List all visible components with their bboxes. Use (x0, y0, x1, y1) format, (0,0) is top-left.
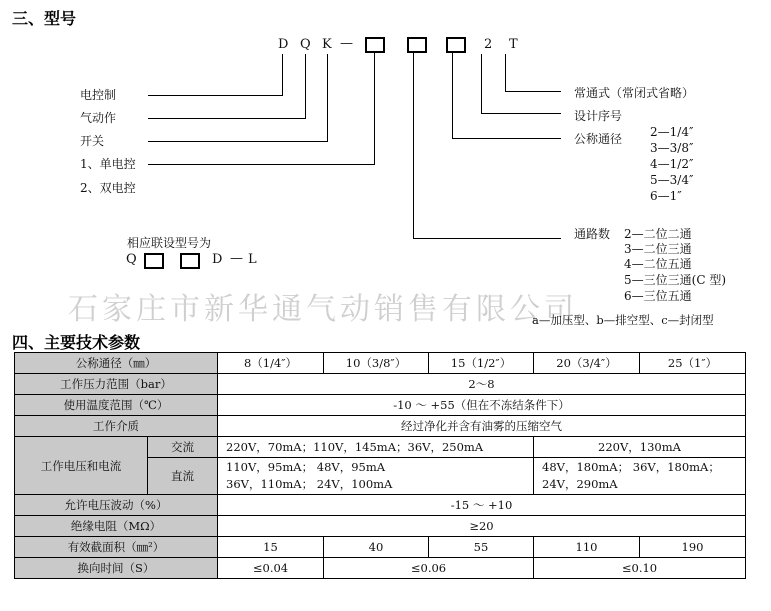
leader-q (148, 118, 305, 119)
dc-left-line: 110V，95mA； 48V，95mA (226, 460, 386, 474)
table-row (15, 495, 746, 516)
code-box-bore (446, 37, 466, 53)
leader-bore (452, 138, 561, 139)
leader-ways (413, 238, 561, 239)
related-l: L (248, 252, 258, 267)
code-t: T (509, 37, 519, 52)
related-box-1 (144, 253, 164, 269)
leader-q-v (305, 54, 306, 119)
related-q: Q (126, 252, 138, 267)
code-2: 2 (484, 37, 494, 52)
switch-value: ≤0.10 (534, 558, 746, 579)
code-box-type (407, 37, 427, 53)
bore-option: 5—3/4″ (650, 173, 694, 187)
bore-option: 3—3/8″ (650, 141, 694, 155)
bore-value: 20（3/4″） (534, 353, 640, 374)
medium-label: 工作介质 (15, 416, 218, 437)
area-value: 40 (324, 537, 429, 558)
switch-value: ≤0.06 (324, 558, 534, 579)
bore-label: 公称通径（㎜） (15, 353, 218, 374)
code-k: K (322, 37, 333, 52)
code-box-ways (365, 37, 385, 53)
related-model-label: 相应联设型号为 (127, 236, 212, 250)
related-dash: — (230, 251, 244, 266)
dc-right-value (534, 458, 746, 495)
leader-k (148, 141, 327, 142)
code-q: Q (300, 37, 312, 52)
leader-box1 (148, 164, 374, 165)
code-d: D (278, 37, 290, 52)
ac-left-value: 220V，70mA；110V，145mA；36V，250mA (218, 437, 534, 458)
label-pneumatic-action: 气动作 (80, 111, 117, 125)
area-value: 190 (640, 537, 746, 558)
table-row (15, 353, 746, 374)
ways-option: 4—二位五通 (624, 257, 692, 271)
watermark: 石家庄市新华通气动销售有限公司 (68, 292, 578, 327)
section3-title: 三、型号 (12, 9, 77, 28)
label-normal-open: 常通式（常闭式省略） (574, 86, 695, 100)
label-electric-control: 电控制 (80, 88, 117, 102)
leader-d-v (282, 54, 283, 96)
ways-option: 6—三位五通 (624, 289, 692, 303)
label-design-no: 设计序号 (574, 109, 623, 123)
ac-right-value: 220V，130mA (534, 437, 746, 458)
table-row (15, 516, 746, 537)
label-switch: 开关 (80, 134, 105, 148)
dc-left-line: 36V，110mA； 24V，100mA (226, 477, 393, 491)
ways-option: 2—二位二通 (624, 227, 692, 241)
table-row (15, 437, 746, 458)
section4-title: 四、主要技术参数 (12, 333, 141, 352)
area-value: 15 (218, 537, 324, 558)
leader-2-v (481, 54, 482, 114)
leader-bore-v (452, 53, 453, 139)
code-dash: — (340, 36, 354, 51)
switch-value: ≤0.04 (218, 558, 324, 579)
temp-label: 使用温度范围（℃） (15, 395, 218, 416)
table-row (15, 558, 746, 579)
switch-label: 换向时间（S） (15, 558, 218, 579)
bore-option: 6—1″ (650, 189, 682, 203)
leader-t (505, 91, 561, 92)
pressure-value: 2～8 (218, 374, 746, 395)
leader-t-v (505, 54, 506, 92)
leader-k-v (327, 54, 328, 142)
insul-label: 绝缘电阻（MΩ） (15, 516, 218, 537)
bore-value: 15（1/2″） (429, 353, 534, 374)
bore-value: 25（1″） (640, 353, 746, 374)
type-note: a—加压型、b—排空型、c—封闭型 (532, 313, 714, 327)
dc-label: 直流 (148, 458, 218, 495)
leader-ways-v (413, 53, 414, 239)
bore-value: 10（3/8″） (324, 353, 429, 374)
medium-value: 经过净化并含有油雾的压缩空气 (218, 416, 746, 437)
dc-right-line: 48V，180mA； 36V，180mA； (542, 460, 720, 474)
area-label: 有效截面积（㎜²） (15, 537, 218, 558)
temp-value: -10 ～ +55（但在不冻结条件下） (218, 395, 746, 416)
leader-2 (481, 113, 561, 114)
fluct-label: 允许电压波动（%） (15, 495, 218, 516)
pressure-label: 工作压力范围（bar） (15, 374, 218, 395)
table-row (15, 537, 746, 558)
bore-option: 2—1/4″ (650, 125, 694, 139)
dc-right-line: 24V，290mA (542, 477, 618, 491)
spec-table (14, 352, 746, 579)
label-bore: 公称通径 (574, 132, 623, 146)
area-value: 110 (534, 537, 640, 558)
related-d: D (212, 252, 224, 267)
fluct-value: -15 ～ +10 (218, 495, 746, 516)
label-double-control: 2、双电控 (80, 181, 136, 195)
table-row (15, 395, 746, 416)
bore-option: 4—1/2″ (650, 157, 694, 171)
table-row (15, 416, 746, 437)
ac-label: 交流 (148, 437, 218, 458)
voltage-label: 工作电压和电流 (15, 437, 148, 495)
bore-value: 8（1/4″） (218, 353, 324, 374)
ways-option: 5—三位三通(C 型) (624, 273, 726, 287)
leader-box1-v (374, 53, 375, 165)
ways-option: 3—二位三通 (624, 242, 692, 256)
related-box-2 (180, 253, 200, 269)
label-ways: 通路数 (574, 227, 611, 241)
leader-d (148, 95, 282, 96)
insul-value: ≥20 (218, 516, 746, 537)
dc-left-value (218, 458, 534, 495)
label-single-control: 1、单电控 (80, 157, 136, 171)
table-row (15, 374, 746, 395)
area-value: 55 (429, 537, 534, 558)
